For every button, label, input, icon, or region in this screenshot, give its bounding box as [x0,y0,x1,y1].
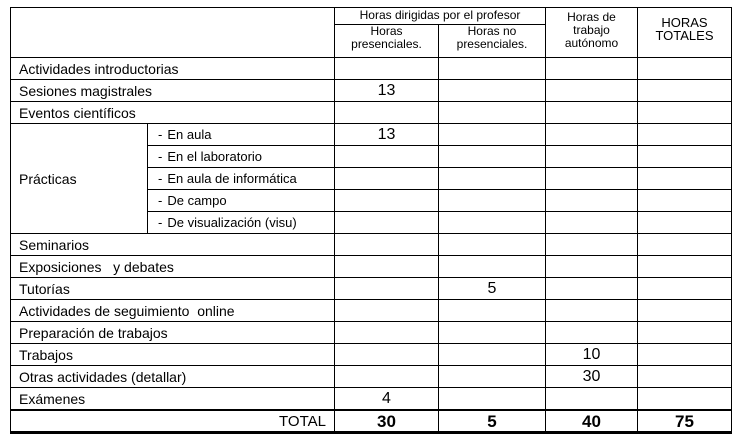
non-presential-cell [439,212,546,234]
non-presential-cell [439,124,546,146]
presential-cell [335,168,439,190]
presential-cell [335,344,439,366]
table-row [11,256,732,278]
row-label: Eventos científicos [11,102,335,124]
presential-cell [335,234,439,256]
total-cell [638,234,732,256]
table-row [11,322,732,344]
presential-cell [335,366,439,388]
row-label: Trabajos [11,344,335,366]
non-presential-cell [439,102,546,124]
autonomous-cell [546,212,638,234]
total-cell [638,366,732,388]
autonomous-cell [546,168,638,190]
presential-cell [335,58,439,80]
non-presential-cell: 5 [439,278,546,300]
header-empty-cell [11,8,335,58]
total-non-presential: 5 [439,410,546,433]
presential-cell [335,278,439,300]
autonomous-cell [546,256,638,278]
sub-row-label: - En aula de informática [148,168,335,190]
total-cell [638,102,732,124]
presential-cell [335,300,439,322]
hours-table-container [10,7,732,434]
non-presential-cell [439,388,546,411]
presential-cell [335,322,439,344]
autonomous-cell [546,102,638,124]
table-row [11,124,732,146]
total-cell [638,146,732,168]
non-presential-cell [439,146,546,168]
sub-row-label: - De visualización (visu) [148,212,335,234]
autonomous-cell [546,146,638,168]
total-label: TOTAL [11,410,335,433]
row-label: Sesiones magistrales [11,80,335,102]
autonomous-cell [546,58,638,80]
total-cell [638,58,732,80]
non-presential-cell [439,366,546,388]
total-cell [638,278,732,300]
total-cell [638,190,732,212]
row-label: Seminarios [11,234,335,256]
header-directed-hours: Horas dirigidas por el profesor [335,8,546,25]
non-presential-cell [439,234,546,256]
total-cell [638,300,732,322]
autonomous-cell [546,80,638,102]
non-presential-cell [439,300,546,322]
header-non-presential: Horas no presenciales. [439,25,546,58]
total-cell [638,168,732,190]
table-row [11,300,732,322]
autonomous-cell [546,322,638,344]
table-row [11,234,732,256]
total-presential: 30 [335,410,439,433]
row-label: Tutorías [11,278,335,300]
autonomous-cell: 10 [546,344,638,366]
presential-cell: 13 [335,124,439,146]
row-label: Otras actividades (detallar) [11,366,335,388]
hours-table [10,7,732,434]
sub-row-label: - De campo [148,190,335,212]
total-row [11,410,732,433]
autonomous-cell [546,388,638,411]
presential-cell [335,102,439,124]
total-cell [638,322,732,344]
table-row [11,366,732,388]
sub-row-label: - En el laboratorio [148,146,335,168]
table-row [11,80,732,102]
header-presential: Horas presenciales. [335,25,439,58]
presential-cell: 13 [335,80,439,102]
non-presential-cell [439,256,546,278]
autonomous-cell: 30 [546,366,638,388]
row-label: Preparación de trabajos [11,322,335,344]
table-row [11,388,732,411]
table-row [11,344,732,366]
row-label: Actividades de seguimiento online [11,300,335,322]
header-row-1 [11,8,732,25]
non-presential-cell [439,58,546,80]
row-label: Actividades introductorias [11,58,335,80]
presential-cell [335,190,439,212]
presential-cell [335,256,439,278]
table-row [11,58,732,80]
autonomous-cell [546,190,638,212]
presential-cell [335,212,439,234]
presential-cell: 4 [335,388,439,411]
total-cell [638,80,732,102]
total-cell [638,256,732,278]
total-cell [638,212,732,234]
header-autonomous-hours: Horas de trabajo autónomo [546,8,638,58]
total-cell [638,124,732,146]
total-hours: 75 [638,410,732,433]
row-label: Exposiciones y debates [11,256,335,278]
total-autonomous: 40 [546,410,638,433]
total-cell [638,388,732,411]
practicas-label: Prácticas [11,124,148,234]
table-row [11,102,732,124]
table-row [11,278,732,300]
non-presential-cell [439,190,546,212]
row-label: Exámenes [11,388,335,411]
autonomous-cell [546,234,638,256]
sub-row-label: - En aula [148,124,335,146]
non-presential-cell [439,80,546,102]
non-presential-cell [439,168,546,190]
non-presential-cell [439,322,546,344]
non-presential-cell [439,344,546,366]
header-total-hours: HORAS TOTALES [638,8,732,58]
autonomous-cell [546,300,638,322]
presential-cell [335,146,439,168]
autonomous-cell [546,124,638,146]
total-cell [638,344,732,366]
autonomous-cell [546,278,638,300]
